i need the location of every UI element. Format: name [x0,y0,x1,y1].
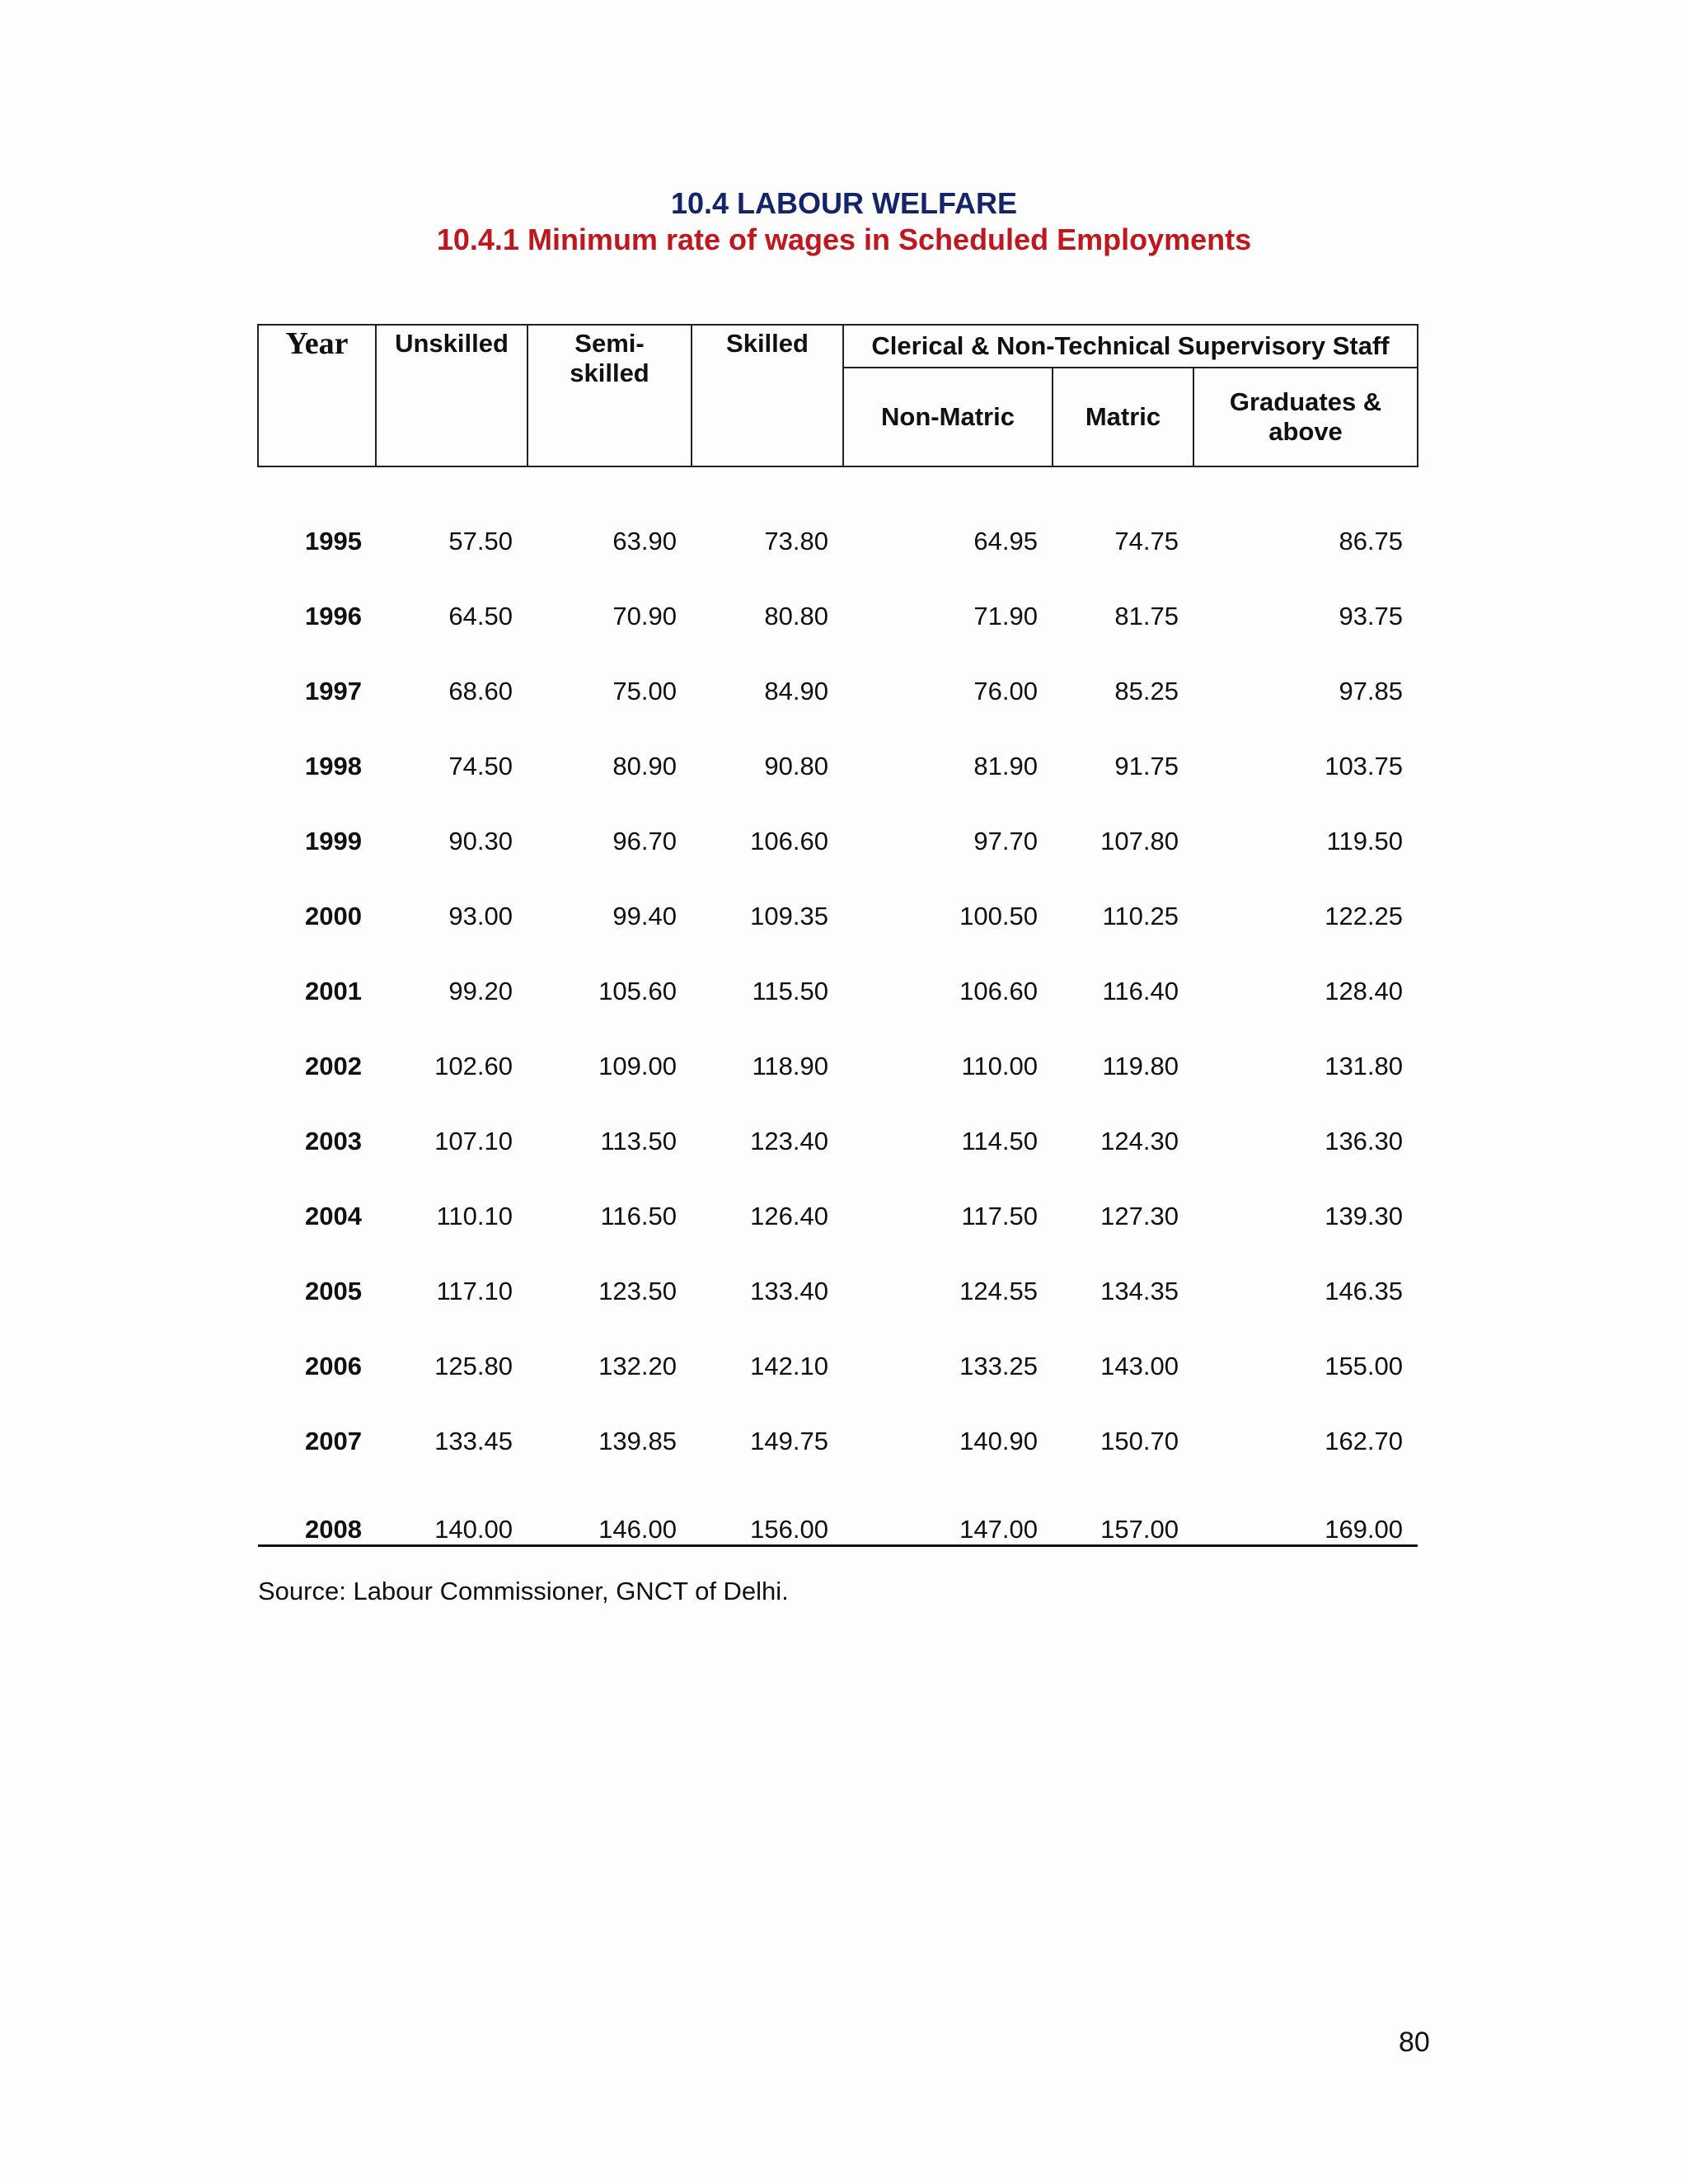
cell-graduates: 131.80 [1325,1051,1404,1080]
cell-unskilled: 68.60 [448,676,513,705]
cell-unskilled: 110.10 [436,1201,513,1230]
cell-skilled: 123.40 [750,1126,828,1155]
cell-semi-skilled: 105.60 [598,976,677,1005]
header-graduates-line1: Graduates & [1229,387,1382,416]
cell-year: 2008 [258,1479,376,1546]
header-graduates-line2: above [1268,417,1343,446]
cell-graduates: 169.00 [1193,1479,1418,1546]
cell-graduates: 155.00 [1325,1351,1404,1380]
cell-year: 2002 [305,1051,362,1080]
cell-non-matric: 71.90 [973,601,1038,630]
header-clerical-group: Clerical & Non-Technical Supervisory Staff [843,325,1418,368]
table-body [258,466,1418,1546]
cell-year: 2005 [305,1276,362,1305]
cell-matric: 150.70 [1100,1426,1179,1455]
cell-non-matric: 76.00 [973,676,1038,705]
cell-skilled: 106.60 [750,826,828,855]
cell-skilled: 142.10 [750,1351,828,1380]
table-row [258,1179,1418,1254]
cell-non-matric: 106.60 [959,976,1038,1005]
cell-graduates: 128.40 [1325,976,1404,1005]
table-row [258,1029,1418,1104]
cell-non-matric: 147.00 [843,1479,1053,1546]
cell-year: 2000 [305,901,362,930]
table-row [258,804,1418,879]
table-row [258,654,1418,729]
cell-unskilled: 90.30 [448,826,513,855]
cell-semi-skilled: 109.00 [598,1051,677,1080]
header-semi-skilled-line2: skilled [570,359,649,387]
table-row [258,954,1418,1029]
header-non-matric: Non-Matric [843,368,1053,466]
cell-year: 1997 [305,676,362,705]
cell-matric: 91.75 [1114,751,1179,780]
cell-matric: 134.35 [1100,1276,1179,1305]
cell-matric: 81.75 [1114,601,1179,630]
cell-unskilled: 99.20 [448,976,513,1005]
cell-skilled: 115.50 [752,976,828,1005]
cell-semi-skilled: 75.00 [612,676,677,705]
cell-skilled: 109.35 [750,901,828,930]
cell-semi-skilled: 113.50 [600,1126,677,1155]
table-row [258,1479,1418,1546]
cell-matric: 127.30 [1100,1201,1179,1230]
subsection-title: 10.4.1 Minimum rate of wages in Scheduled Employments [436,223,1252,256]
cell-non-matric: 140.90 [959,1426,1038,1455]
header-semi-skilled [528,325,692,466]
cell-semi-skilled: 116.50 [600,1201,677,1230]
cell-unskilled: 57.50 [448,526,513,555]
section-title: 10.4 LABOUR WELFARE [670,186,1018,220]
cell-skilled: 84.90 [764,676,828,705]
cell-unskilled: 102.60 [434,1051,513,1080]
cell-matric: 143.00 [1100,1351,1179,1380]
cell-unskilled: 93.00 [448,901,513,930]
cell-year: 1996 [305,601,362,630]
cell-non-matric: 110.00 [961,1051,1038,1080]
cell-semi-skilled: 132.20 [598,1351,677,1380]
cell-year: 2007 [305,1426,362,1455]
cell-non-matric: 100.50 [959,901,1038,930]
cell-graduates: 97.85 [1339,676,1404,705]
wages-table [257,324,1418,1547]
cell-non-matric: 81.90 [973,751,1038,780]
cell-skilled: 133.40 [750,1276,828,1305]
cell-unskilled: 133.45 [434,1426,513,1455]
page-number: 80 [1399,2027,1430,2058]
cell-graduates: 103.75 [1325,751,1404,780]
cell-skilled: 90.80 [764,751,828,780]
cell-unskilled: 140.00 [376,1479,528,1546]
cell-year: 1995 [305,526,362,555]
cell-unskilled: 74.50 [448,751,513,780]
table-row [258,1104,1418,1179]
cell-non-matric: 64.95 [973,526,1038,555]
cell-matric: 74.75 [1114,526,1179,555]
cell-unskilled: 107.10 [434,1126,513,1155]
table-row [258,1329,1418,1404]
table-header [258,325,1418,466]
header-semi-skilled-line1: Semi- [574,329,645,358]
cell-year: 2004 [305,1201,362,1230]
cell-matric: 107.80 [1100,826,1179,855]
cell-graduates: 146.35 [1325,1276,1404,1305]
cell-graduates: 162.70 [1325,1426,1404,1455]
cell-semi-skilled: 80.90 [612,751,677,780]
page-header [0,185,1688,258]
cell-unskilled: 64.50 [448,601,513,630]
cell-semi-skilled: 123.50 [598,1276,677,1305]
table-row [258,879,1418,954]
cell-semi-skilled: 139.85 [598,1426,677,1455]
cell-graduates: 119.50 [1326,826,1404,855]
cell-skilled: 149.75 [750,1426,828,1455]
cell-graduates: 93.75 [1339,601,1404,630]
cell-year: 2003 [305,1126,362,1155]
cell-matric: 124.30 [1100,1126,1179,1155]
cell-matric: 116.40 [1102,976,1179,1005]
header-matric: Matric [1053,368,1193,466]
cell-semi-skilled: 70.90 [612,601,677,630]
header-graduates [1193,368,1418,466]
cell-matric: 119.80 [1102,1051,1179,1080]
cell-matric: 110.25 [1102,901,1179,930]
cell-graduates: 136.30 [1325,1126,1404,1155]
cell-non-matric: 124.55 [959,1276,1038,1305]
table-row [258,1254,1418,1329]
cell-year: 2006 [305,1351,362,1380]
source-note: Source: Labour Commissioner, GNCT of Delhi. [258,1577,789,1605]
cell-graduates: 86.75 [1339,526,1404,555]
cell-matric: 157.00 [1053,1479,1193,1546]
table-spacer [258,466,1418,504]
cell-graduates: 122.25 [1325,901,1404,930]
cell-skilled: 126.40 [750,1201,828,1230]
cell-non-matric: 97.70 [973,826,1038,855]
table-row [258,504,1418,579]
cell-year: 2001 [305,976,362,1005]
cell-non-matric: 114.50 [961,1126,1038,1155]
cell-year: 1998 [305,751,362,780]
header-year: Year [258,325,376,466]
cell-matric: 85.25 [1114,676,1179,705]
header-unskilled: Unskilled [376,325,528,466]
table-row [258,729,1418,804]
cell-graduates: 139.30 [1325,1201,1404,1230]
table-row [258,1404,1418,1479]
header-skilled: Skilled [692,325,843,466]
cell-skilled: 80.80 [764,601,828,630]
cell-semi-skilled: 63.90 [612,526,677,555]
table-row [258,579,1418,654]
cell-skilled: 73.80 [764,526,828,555]
cell-year: 1999 [305,826,362,855]
cell-unskilled: 117.10 [436,1276,513,1305]
cell-skilled: 156.00 [692,1479,843,1546]
cell-unskilled: 125.80 [434,1351,513,1380]
cell-non-matric: 117.50 [961,1201,1038,1230]
cell-semi-skilled: 99.40 [612,901,677,930]
cell-semi-skilled: 146.00 [528,1479,692,1546]
cell-semi-skilled: 96.70 [612,826,677,855]
cell-skilled: 118.90 [752,1051,828,1080]
cell-non-matric: 133.25 [959,1351,1038,1380]
